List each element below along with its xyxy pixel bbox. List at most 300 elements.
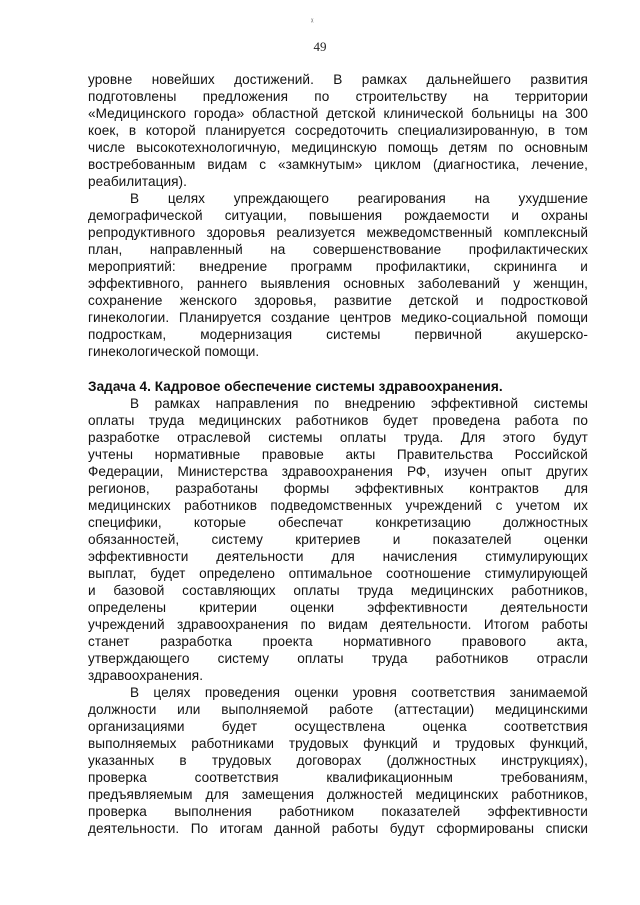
word: соответствия	[503, 719, 588, 734]
word: скрининга	[493, 259, 557, 274]
text-line	[88, 241, 588, 258]
text-line	[88, 565, 588, 582]
word: составляющих	[182, 583, 276, 598]
word: развития	[530, 72, 588, 87]
word: повышения	[308, 208, 383, 223]
word: и	[392, 532, 401, 547]
word: должности	[88, 702, 157, 717]
word: учреждений	[88, 617, 165, 632]
word: обязанностей,	[88, 532, 180, 547]
text-line: гинекологической помощи.	[88, 344, 260, 359]
word: раннего	[196, 276, 248, 291]
word: центров	[339, 310, 392, 325]
word: организациями	[88, 719, 185, 734]
word: в	[547, 123, 556, 138]
word: для	[564, 481, 588, 496]
word: должностей	[326, 787, 403, 802]
word: работе	[329, 702, 374, 717]
word: конкретизацию	[375, 515, 471, 530]
section-gap	[88, 360, 588, 378]
word: проекта	[262, 634, 313, 649]
word: видам	[207, 157, 248, 172]
word: замещения	[241, 787, 314, 802]
word: стимулирующих	[485, 549, 588, 564]
word: специализированную,	[397, 123, 539, 138]
text-line: реабилитация).	[88, 174, 187, 189]
word: совершенствование	[312, 242, 442, 257]
word: которой	[145, 123, 196, 138]
word: на	[474, 191, 490, 206]
word: работы	[541, 617, 588, 632]
word: сосредоточить	[294, 123, 389, 138]
text-line	[88, 292, 588, 309]
word: детям	[449, 140, 488, 155]
word: основных	[343, 276, 405, 291]
text-line	[88, 480, 588, 497]
word: женского	[179, 293, 238, 308]
word: медицинских	[415, 787, 499, 802]
word: направленный	[149, 242, 243, 257]
word: труда	[148, 413, 185, 428]
word: начисления	[382, 549, 458, 564]
word: помощь	[387, 140, 439, 155]
word: планируется	[205, 123, 286, 138]
word: эффективной	[430, 396, 519, 411]
document-body	[88, 71, 588, 837]
word: модернизация	[200, 327, 293, 342]
text-line	[88, 224, 588, 241]
word: детской	[409, 293, 459, 308]
word: эффективности	[88, 549, 189, 564]
word: нормативные	[154, 447, 241, 462]
word: эффективных	[354, 481, 444, 496]
word: отраслевой	[177, 430, 251, 445]
word: труда	[357, 583, 394, 598]
word: циклом	[374, 157, 422, 172]
word: здравоохранения	[177, 617, 289, 632]
word: программ	[290, 259, 353, 274]
word: определено	[199, 566, 275, 581]
word: будет	[221, 719, 258, 734]
word: показателей	[381, 804, 461, 819]
text-line	[88, 769, 588, 786]
word: деятельности.	[88, 821, 180, 836]
word: должностных	[503, 515, 588, 530]
word: оплаты	[339, 430, 387, 445]
word: достижений.	[234, 72, 314, 87]
word: реализуется	[276, 225, 356, 240]
word: числе	[88, 140, 126, 155]
word: станет	[88, 634, 130, 649]
word: уровня	[352, 685, 397, 700]
word: Правительства	[396, 447, 494, 462]
word: первичной	[414, 327, 482, 342]
word: разработка	[160, 634, 232, 649]
word: целях	[167, 191, 205, 206]
word: строительству	[355, 89, 447, 104]
word: рождаемости	[404, 208, 490, 223]
word: и	[511, 208, 520, 223]
word: будут	[389, 821, 425, 836]
word: сохранение	[88, 293, 163, 308]
word: требованиям,	[500, 770, 588, 785]
word: города»	[193, 106, 245, 121]
word: и	[88, 583, 96, 598]
word: целях	[153, 685, 191, 700]
word: сформированы	[436, 821, 535, 836]
word: оценка	[422, 719, 467, 734]
text-line	[88, 395, 588, 412]
word: оценки	[290, 600, 335, 615]
word: подросткам,	[88, 327, 167, 342]
text-line	[88, 88, 588, 105]
word: высокотехнологичную,	[136, 140, 281, 155]
word: В	[130, 396, 140, 411]
word: труда.	[403, 430, 444, 445]
word: будет	[150, 566, 186, 581]
word: (должностных	[386, 753, 477, 768]
word: РФ,	[406, 464, 431, 479]
word: план,	[88, 242, 123, 257]
word: списки	[545, 821, 588, 836]
word: проведения	[204, 685, 281, 700]
word: областной	[252, 106, 319, 121]
word: трудовых	[288, 736, 349, 751]
word: для	[205, 787, 229, 802]
word: 300	[565, 106, 588, 121]
word: правового	[461, 634, 527, 649]
word: выявления	[260, 276, 331, 291]
word: В	[130, 685, 140, 700]
word: эффективности	[367, 600, 468, 615]
word: (диагностика,	[433, 157, 520, 172]
word: создание	[271, 310, 330, 325]
word: помощи	[537, 310, 588, 325]
text-line	[88, 497, 588, 514]
word: учетом	[515, 498, 561, 513]
word: разработаны	[175, 481, 259, 496]
word: здоровья	[206, 225, 266, 240]
page-number: 49	[313, 39, 327, 54]
word: по	[498, 140, 514, 155]
word: медицинских	[198, 413, 282, 428]
word: внедрению	[344, 396, 416, 411]
word: деятельности	[216, 549, 304, 564]
word: утверждающего	[88, 651, 190, 666]
text-line	[88, 650, 588, 667]
text-line	[88, 718, 588, 735]
text-line	[88, 752, 588, 769]
word: учреждений	[405, 498, 483, 513]
word: здравоохранения	[281, 464, 393, 479]
word: рамках	[154, 396, 201, 411]
word: Для	[460, 430, 486, 445]
word: Планируется	[178, 310, 262, 325]
word: функций,	[529, 736, 588, 751]
word: коек,	[88, 123, 120, 138]
word: упреждающего	[233, 191, 330, 206]
word: внедрение	[199, 259, 268, 274]
word: межведомственный	[366, 225, 493, 240]
word: эффективности	[487, 804, 588, 819]
word: «замкнутым»	[277, 157, 363, 172]
text-line: здравоохранения.	[88, 668, 204, 683]
word: проверка	[88, 804, 147, 819]
word: профилактики,	[375, 259, 471, 274]
word: репродуктивного	[88, 225, 196, 240]
text-line	[88, 599, 588, 616]
word: «Медицинского	[88, 106, 187, 121]
word: лечение,	[531, 157, 588, 172]
text-line	[88, 309, 588, 326]
word: договорах	[296, 753, 362, 768]
word: соотношение	[386, 566, 471, 581]
word: здоровья,	[254, 293, 317, 308]
text-line	[88, 105, 588, 122]
word: разработке	[88, 430, 160, 445]
word: охраны	[541, 208, 588, 223]
word: по	[314, 396, 330, 411]
word: медицинских	[410, 583, 494, 598]
text-line	[88, 701, 588, 718]
word: и	[475, 293, 484, 308]
word: определены	[88, 600, 167, 615]
word: специфики,	[88, 515, 162, 530]
word: труда	[371, 651, 408, 666]
word: или	[177, 702, 201, 717]
word: проверка	[88, 770, 147, 785]
text-line	[88, 582, 588, 599]
word: оплаты	[88, 413, 135, 428]
word: систему	[217, 651, 270, 666]
word: с	[495, 498, 503, 513]
text-line	[88, 412, 588, 429]
text-line	[88, 326, 588, 343]
text-line	[88, 786, 588, 803]
word: квалификационным	[326, 770, 453, 785]
word: клинической	[383, 106, 464, 121]
word: подростковой	[500, 293, 588, 308]
word: (аттестации)	[394, 702, 475, 717]
word: деятельности.	[380, 617, 472, 632]
word: на	[542, 106, 558, 121]
text-line	[88, 190, 588, 207]
word: трудовых	[211, 753, 272, 768]
word: обеспечат	[278, 515, 344, 530]
word: показателей	[432, 532, 512, 547]
text-line	[88, 429, 588, 446]
word: на	[270, 242, 286, 257]
word: Итогом	[483, 617, 530, 632]
word: деятельности	[500, 600, 588, 615]
word: Российской	[514, 447, 588, 462]
word: развитие	[334, 293, 392, 308]
word: работников	[435, 651, 509, 666]
word: оценки	[294, 685, 339, 700]
word: реагирования	[357, 191, 446, 206]
word: учтены	[88, 447, 134, 462]
text-line	[88, 446, 588, 463]
word: по	[300, 617, 316, 632]
text-line	[88, 139, 588, 156]
word: инструкциях),	[501, 753, 588, 768]
word: Федерации,	[88, 464, 164, 479]
word: у	[513, 276, 521, 291]
text-line	[88, 633, 588, 650]
word: медико-социальной	[401, 310, 528, 325]
word: работников	[184, 498, 257, 513]
word: соответствия	[411, 685, 496, 700]
word: оценки	[543, 532, 588, 547]
text-line	[88, 684, 588, 701]
word: и	[580, 259, 588, 274]
word: опыт	[501, 464, 533, 479]
word: основным	[524, 140, 588, 155]
text-line	[88, 463, 588, 480]
word: уровне	[88, 72, 133, 87]
word: формы	[283, 481, 330, 496]
word: ситуации,	[224, 208, 287, 223]
word: В	[333, 72, 343, 87]
word: предъявляемым	[88, 787, 193, 802]
word: работников,	[511, 583, 588, 598]
word: мероприятий:	[88, 259, 176, 274]
word: оптимальное	[288, 566, 373, 581]
word: которые	[193, 515, 247, 530]
word: выплат,	[88, 566, 137, 581]
word: востребованным	[88, 157, 196, 172]
word: по	[314, 89, 330, 104]
word: в	[179, 753, 187, 768]
word: направления	[215, 396, 299, 411]
word: медицинских	[88, 498, 171, 513]
text-line	[88, 156, 588, 173]
word: медицинскими	[495, 702, 588, 717]
text-line	[88, 275, 588, 292]
word: работников,	[511, 787, 588, 802]
word: По	[190, 821, 209, 836]
word: соответствия	[194, 770, 279, 785]
word: для	[331, 549, 355, 564]
word: женщин,	[533, 276, 588, 291]
word: стимулирующей	[484, 566, 588, 581]
text-line	[88, 803, 588, 820]
word: работником	[279, 804, 355, 819]
word: подведомственных	[270, 498, 393, 513]
word: В	[130, 191, 140, 206]
word: профилактических	[468, 242, 588, 257]
word: оплаты	[293, 583, 340, 598]
word: работников	[295, 413, 369, 428]
word: работы	[331, 821, 379, 836]
word: новейших	[151, 72, 215, 87]
word: указанных	[88, 753, 155, 768]
word: акушерско-	[516, 327, 588, 342]
word: осуществлена	[294, 719, 386, 734]
word: рамках	[361, 72, 408, 87]
word: трудовых	[455, 736, 515, 751]
word: системы	[268, 430, 323, 445]
word: этого	[502, 430, 536, 445]
word: правовые	[261, 447, 324, 462]
word: данной	[274, 821, 321, 836]
word: функций	[363, 736, 418, 751]
scan-mark: ᵡ	[311, 18, 314, 25]
word: системы	[326, 327, 381, 342]
word: эффективного,	[88, 276, 184, 291]
word: системы	[533, 396, 588, 411]
text-line	[88, 71, 588, 88]
word: в	[128, 123, 137, 138]
word: отрасли	[536, 651, 588, 666]
word: видам	[328, 617, 368, 632]
word: по	[572, 413, 588, 428]
text-line	[88, 258, 588, 275]
word: их	[573, 498, 588, 513]
word: заболеваний	[417, 276, 501, 291]
word: нормативного	[343, 634, 432, 649]
word: гинекологии.	[88, 310, 170, 325]
word: медицинскую	[291, 140, 377, 155]
word: выполняемых	[88, 736, 177, 751]
word: контрактов	[469, 481, 540, 496]
word: работа	[514, 413, 559, 428]
text-line	[88, 514, 588, 531]
word: систему	[211, 532, 263, 547]
text-line	[88, 820, 588, 837]
word: регионов,	[88, 481, 150, 496]
word: с	[259, 157, 267, 172]
word: изучен	[444, 464, 488, 479]
word: будут	[552, 430, 588, 445]
word: территории	[514, 89, 588, 104]
word: больницы	[471, 106, 535, 121]
word: детской	[326, 106, 376, 121]
word: оплаты	[297, 651, 344, 666]
word: акты	[345, 447, 376, 462]
word: демографической	[88, 208, 203, 223]
word: занимаемой	[509, 685, 588, 700]
word: критерии	[199, 600, 258, 615]
section-heading: Задача 4. Кадровое обеспечение системы здравоохранения.	[88, 379, 503, 394]
word: акта,	[556, 634, 588, 649]
word: выполняемой	[221, 702, 309, 717]
word: выполнения	[174, 804, 252, 819]
word: на	[473, 89, 489, 104]
word: работниками	[191, 736, 275, 751]
text-line	[88, 616, 588, 633]
text-line	[88, 207, 588, 224]
word: других	[546, 464, 588, 479]
text-line	[88, 548, 588, 565]
word: и	[432, 736, 441, 751]
word: будет	[382, 413, 419, 428]
word: итогам	[219, 821, 263, 836]
text-line	[88, 531, 588, 548]
word: предложения	[202, 89, 288, 104]
word: подготовлены	[88, 89, 177, 104]
word: комплексный	[503, 225, 588, 240]
text-line	[88, 735, 588, 752]
word: критериев	[295, 532, 361, 547]
word: базовой	[113, 583, 165, 598]
text-line	[88, 122, 588, 139]
word: ухудшение	[518, 191, 588, 206]
word: дальнейшего	[426, 72, 511, 87]
word: том	[564, 123, 588, 138]
word: Министерства	[177, 464, 268, 479]
word: проведена	[432, 413, 501, 428]
